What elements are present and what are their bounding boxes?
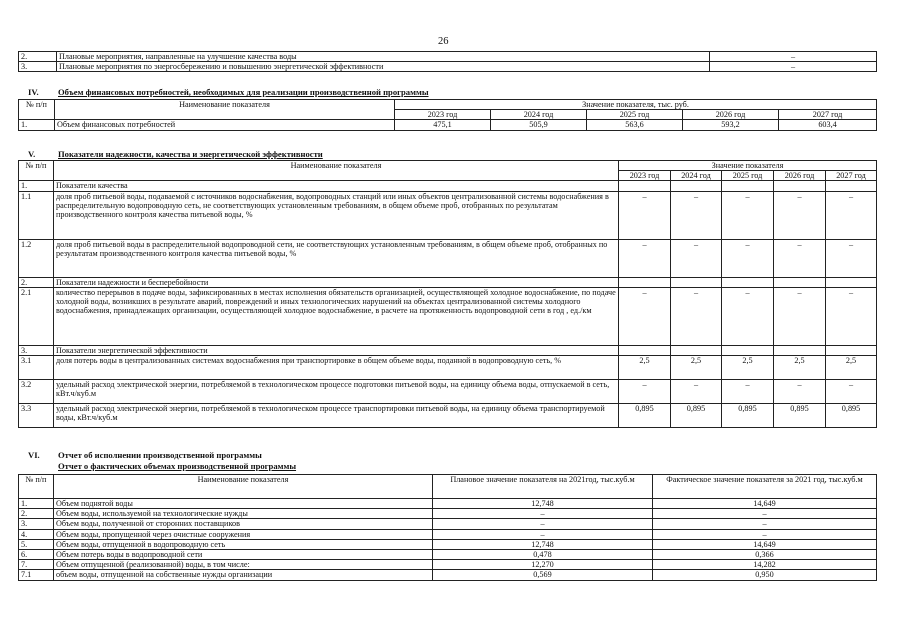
indicators-table (18, 160, 877, 428)
value-cell: – (826, 287, 877, 345)
row-num: 7. (19, 560, 54, 570)
fact-cell: 0,950 (653, 570, 877, 580)
value-cell: – (619, 191, 671, 239)
value-cell: – (826, 379, 877, 403)
row-name: доля проб питьевой воды, подаваемой с источников водоснабжения, водопроводных станций или иных объектов централизованной системы водоснабжения в распределительную водопроводную сеть, не соответствующих установленным требованиям, в общем объеме проб, отобранных по результатам производственного контроля качества питьевой воды, % (54, 191, 619, 239)
row-name: Объем отпущенной (реализованной) воды, в том числе: (54, 560, 433, 570)
plan-cell: 0,569 (433, 570, 653, 580)
row-num: 2. (19, 52, 57, 62)
value-cell: 2,5 (671, 355, 722, 379)
plan-cell: – (433, 529, 653, 539)
row-name: Объем потерь воды в водопроводной сети (54, 549, 433, 559)
col-num-header: № п/п (19, 161, 54, 181)
value-cell: – (722, 287, 774, 345)
table-row (19, 549, 877, 559)
row-name: доля проб питьевой воды в распределительной водопроводной сети, не соответствующих установленным требованиям, в общем объеме проб, отобранных по результатам производственного контроля качества питьевой воды, % (54, 239, 619, 277)
year-header: 2025 год (587, 110, 683, 120)
year-header: 2027 год (779, 110, 877, 120)
value-cell: – (722, 191, 774, 239)
section-number: V. (28, 149, 36, 159)
fact-cell: 14,649 (653, 499, 877, 509)
row-name: Объем воды, полученной от сторонних поставщиков (54, 519, 433, 529)
row-num: 3. (19, 62, 57, 72)
plan-cell: 0,478 (433, 549, 653, 559)
row-name: Плановые мероприятия, направленные на улучшение качества воды (57, 52, 710, 62)
value-cell: 2,5 (826, 355, 877, 379)
plan-cell: 12,270 (433, 560, 653, 570)
row-value: – (710, 52, 877, 62)
page-number: 26 (438, 36, 449, 47)
year-header: 2025 год (722, 171, 774, 181)
value-cell: 0,895 (774, 403, 826, 427)
table-row (19, 519, 877, 529)
section-number: VI. (28, 450, 40, 460)
row-name: количество перерывов в подаче воды, зафиксированных в местах исполнения обязательств организацией, осуществляющей холодное водоснабжение, по подаче холодной воды, возникших в результате аварий, повреждений и иных технологических нарушений на объектах централизованной системы холодного водоснабжения, принадлежащих организации, осуществляющей холодное водоснабжение, в расчете на протяженность водопроводной сети в год , ед./км (54, 287, 619, 345)
row-name: удельный расход электрической энергии, потребляемой в технологическом процессе подготовки питьевой воды, на единицу объема воды, отпускаемой в сеть, кВт.ч/куб.м (54, 379, 619, 403)
table-row (19, 355, 877, 379)
table-row (19, 239, 877, 277)
table-row (19, 403, 877, 427)
table-row (19, 191, 877, 239)
value-cell: – (619, 287, 671, 345)
row-name: доля потерь воды в централизованных системах водоснабжения при транспортировке в общем объеме воды, поданной в водопроводную сеть, % (54, 355, 619, 379)
table-row (19, 52, 877, 62)
table-row (19, 509, 877, 519)
plan-cell: – (433, 509, 653, 519)
fact-cell: 14,282 (653, 560, 877, 570)
value-cell: – (671, 191, 722, 239)
value-cell: – (619, 239, 671, 277)
row-num: 1. (19, 120, 55, 130)
year-header: 2026 год (774, 171, 826, 181)
col-value-header: Значение показателя (619, 161, 877, 171)
col-num-header: № п/п (19, 100, 55, 120)
value-cell: – (774, 379, 826, 403)
fact-cell: – (653, 519, 877, 529)
value-cell: 475,1 (395, 120, 491, 130)
value-cell: 0,895 (826, 403, 877, 427)
table-row (19, 529, 877, 539)
row-name: Объем воды, используемой на технологические нужды (54, 509, 433, 519)
table-row (19, 570, 877, 580)
value-cell: 593,2 (683, 120, 779, 130)
row-name: Объем воды, пропущенной через очистные сооружения (54, 529, 433, 539)
col-name-header: Наименование показателя (54, 161, 619, 181)
value-cell: – (722, 239, 774, 277)
plan-cell: 12,748 (433, 539, 653, 549)
section-title: Показатели надежности, качества и энергетической эффективности (58, 149, 323, 159)
row-num: 1. (19, 499, 54, 509)
table-row (19, 499, 877, 509)
value-cell: – (671, 287, 722, 345)
row-name: Показатели энергетической эффективности (54, 345, 619, 355)
year-header: 2026 год (683, 110, 779, 120)
table-row (19, 560, 877, 570)
value-cell: – (826, 191, 877, 239)
row-value: – (710, 62, 877, 72)
value-cell: 0,895 (671, 403, 722, 427)
section-5-heading (28, 150, 323, 160)
row-num: 3.3 (19, 403, 54, 427)
row-name: Объем поднятой воды (54, 499, 433, 509)
table-row (19, 345, 877, 355)
section-number: IV. (28, 87, 39, 97)
fact-cell: 14,649 (653, 539, 877, 549)
section-6-heading (28, 451, 262, 461)
value-cell: – (774, 239, 826, 277)
section-4-heading (28, 88, 429, 98)
row-name: Плановые мероприятия по энергосбережению и повышению энергетической эффективности (57, 62, 710, 72)
row-num: 3. (19, 519, 54, 529)
row-name: удельный расход электрической энергии, потребляемой в технологическом процессе транспортировки питьевой воды, на единицу объема транспортируемой воды, кВт.ч/куб.м (54, 403, 619, 427)
row-num: 3.1 (19, 355, 54, 379)
value-cell: – (774, 191, 826, 239)
value-cell: 505,9 (491, 120, 587, 130)
col-fact-header: Фактическое значение показателя за 2021 год, тыс.куб.м (653, 475, 877, 499)
row-num: 3. (19, 345, 54, 355)
table-row (19, 120, 877, 130)
year-header: 2027 год (826, 171, 877, 181)
value-cell: 0,895 (722, 403, 774, 427)
value-cell: 603,4 (779, 120, 877, 130)
production-report-table (18, 474, 877, 581)
row-num: 7.1 (19, 570, 54, 580)
value-cell: – (671, 239, 722, 277)
table-row (19, 539, 877, 549)
fact-cell: 0,366 (653, 549, 877, 559)
row-num: 6. (19, 549, 54, 559)
row-name: Объем финансовых потребностей (55, 120, 395, 130)
row-num: 2. (19, 277, 54, 287)
table-row (19, 277, 877, 287)
row-num: 1.1 (19, 191, 54, 239)
col-name-header: Наименование показателя (55, 100, 395, 120)
top-table (18, 51, 877, 72)
row-name: Показатели качества (54, 181, 619, 191)
financial-needs-table (18, 99, 877, 131)
col-num-header: № п/п (19, 475, 54, 499)
col-name-header: Наименование показателя (54, 475, 433, 499)
row-name: объем воды, отпущенной на собственные нужды организации (54, 570, 433, 580)
fact-cell: – (653, 529, 877, 539)
row-num: 5. (19, 539, 54, 549)
value-cell: 2,5 (722, 355, 774, 379)
value-cell: 2,5 (619, 355, 671, 379)
value-cell: 563,6 (587, 120, 683, 130)
year-header: 2023 год (619, 171, 671, 181)
table-row (19, 287, 877, 345)
value-cell: 2,5 (774, 355, 826, 379)
year-header: 2024 год (491, 110, 587, 120)
section-title: Объем финансовых потребностей, необходимых для реализации производственной программы (58, 87, 429, 97)
section-6-subheading (58, 462, 296, 472)
row-name: Объем воды, отпущенной в водопроводную сеть (54, 539, 433, 549)
value-cell: – (826, 239, 877, 277)
year-header: 2024 год (671, 171, 722, 181)
value-cell: – (671, 379, 722, 403)
value-cell: – (722, 379, 774, 403)
section-title: Отчет об исполнении производственной программы (58, 450, 262, 460)
row-num: 2.1 (19, 287, 54, 345)
col-plan-header: Плановое значение показателя на 2021год, тыс.куб.м (433, 475, 653, 499)
row-num: 1.2 (19, 239, 54, 277)
row-num: 1. (19, 181, 54, 191)
year-header: 2023 год (395, 110, 491, 120)
value-cell: – (619, 379, 671, 403)
plan-cell: 12,748 (433, 499, 653, 509)
table-row (19, 379, 877, 403)
row-num: 2. (19, 509, 54, 519)
table-row (19, 62, 877, 72)
row-num: 3.2 (19, 379, 54, 403)
fact-cell: – (653, 509, 877, 519)
col-value-header: Значение показателя, тыс. руб. (395, 100, 877, 110)
value-cell: – (774, 287, 826, 345)
plan-cell: – (433, 519, 653, 529)
table-row (19, 181, 877, 191)
row-num: 4. (19, 529, 54, 539)
row-name: Показатели надежности и бесперебойности (54, 277, 619, 287)
section-subtitle: Отчет о фактических объемах производственной программы (58, 461, 297, 471)
value-cell: 0,895 (619, 403, 671, 427)
